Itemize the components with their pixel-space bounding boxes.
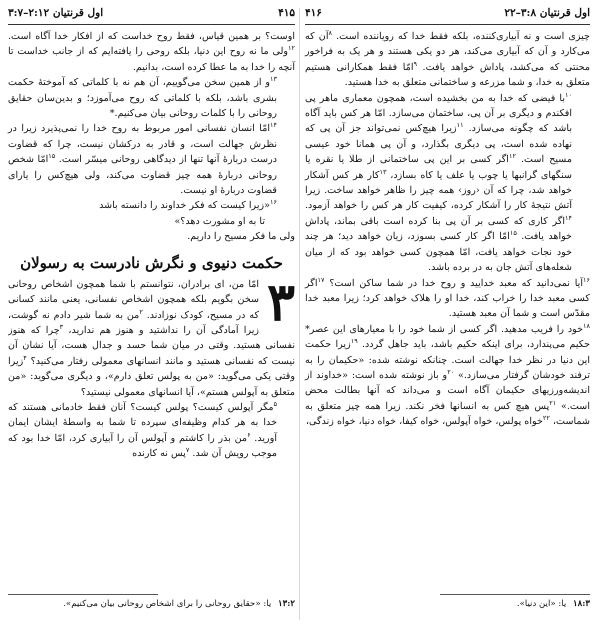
verse-number: ۵ xyxy=(273,399,277,408)
verse-number: ۱۵ xyxy=(509,229,517,238)
right-page-number: ۴۱۶ xyxy=(305,7,322,19)
paragraph: $^۵$مگر آپولس کیست؟ پولس کیست؟ آنان فقط خادمانی هستند که خدا به هر کدام وظیفه‌ای سپرده تا شما به واسطهٔ ایشان ایمان آورید. $^۶$من بذر را کاشتم و آپولس آن را آبیاری کرد، امّا خدا بود که موجب رویش آن شد. $^۷$پس نه کارنده xyxy=(8,399,277,460)
chapter-block xyxy=(8,277,295,400)
left-running-head xyxy=(8,6,295,20)
verse-number: ۱۴ xyxy=(565,213,572,222)
right-footnote-rule xyxy=(440,594,590,595)
footnote-ref: ۱۳:۲ xyxy=(277,599,295,609)
right-header-rule xyxy=(305,24,590,25)
verse-number: ۲ xyxy=(139,307,143,316)
verse-number: ۶ xyxy=(247,430,251,439)
verse-number: ۹ xyxy=(413,59,417,68)
verse-number: ۴ xyxy=(23,353,27,362)
verse-number: ۲۱ xyxy=(549,398,557,407)
footnote-ref: ۱۸:۳ xyxy=(572,599,590,609)
paragraph: $^{۱۸}$خود را فریب مدهید. اگر کسی از شما خود را با معیارهای این عصر* حکیم می‌پندارد، برای اینکه حکیم باشد، باید جاهل گردد. $^{۱۹}$زیرا حکمت این دنیا در نظر خدا جهالت است. چنانکه نوشته شده: «حکیمان را به ترفند خودشان گرفتار می‌سازد.» $^{۲۰}$و باز نوشته شده است: «خداوند از اندیشه‌ورزیهای حکیمان آگاه است و می‌داند که آنها بطالت محض است.» $^{۲۱}$پس هیچ کس به انسانها فخر نکند. زیرا همه چیز متعلق به شماست، $^{۲۲}$خواه پولس، خواه آپولس، خواه کیفا، خواه دنیا، خواه زندگی، xyxy=(305,321,591,428)
verse-number: ۱۰ xyxy=(565,90,572,99)
right-header-title: اول قرنتیان ۳:۸–۲۲ xyxy=(504,7,590,19)
left-header-rule xyxy=(8,24,295,25)
verse-number: ۲۰ xyxy=(447,367,455,376)
paragraph: $^{۱۶}$آیا نمی‌دانید که معبد خدایید و روح خدا در شما ساکن است؟ $^{۱۷}$اگر کسی معبد خدا را خراب کند، خدا او را هلاک خواهد کرد؛ زیرا معبد خدا مقدّس است و شما آن معبد هستید. xyxy=(305,275,590,320)
right-page xyxy=(305,0,590,626)
verse-number: ۱۷ xyxy=(317,275,325,284)
paragraph: $^{۱۰}$با فیضی که خدا به من بخشیده است، همچون معماری ماهر پی افکندم و دیگری بر آن پی، ساختمان می‌سازد. امّا هر کس باید آگاه باشد که چگونه می‌سازد. $^{۱۱}$زیرا هیچ‌کس نمی‌تواند جز آن پی که نهاده شده است، پی دیگری بگذارد، و آن پی همانا خود عیسی مسیح است. $^{۱۲}$اگر کسی بر این پی ساختمانی از طلا یا نقره یا سنگهای گرانبها یا چوب یا علف یا کاه بسازد، $^{۱۳}$کار هر کس آشکار خواهد شد، چرا که آن ‹روز› همه چیز را ظاهر خواهد ساخت. زیرا آتش نتیجهٔ کار را آشکار کرده، کیفیت کار هر کس را خواهد آزمود. $^{۱۴}$اگر کاری که کسی بر آن پی بنا کرده است باقی بماند، پاداش خواهد یافت. $^{۱۵}$امّا اگر کار کسی بسوزد، زیان خواهد دید؛ هر چند خود نجات خواهد یافت، امّا همچون کسی خواهد بود که از میان شعله‌های آتش جان به در برده باشد. xyxy=(305,90,573,274)
quote-line: $^{۱۶}$«زیرا کیست که فکر خداوند را دانسته باشد xyxy=(99,198,277,212)
section-heading: حکمت دنیوی و نگرش نادرست به رسولان xyxy=(20,253,283,272)
left-page-number: ۴۱۵ xyxy=(278,7,295,19)
paragraph: چیزی است و نه آبیاری‌کننده، بلکه فقط خدا که رویاننده است. $^۸$آن که می‌کارد و آن که آبیاری می‌کند، هر دو یکی هستند و هر یک به فراخور محنتی که می‌کشد، پاداش خواهد یافت. $^۹$امّا فقط همکارانی هستیم متعلق به خدا، و شما مزرعه و ساختمانی متعلق به خدا هستید. xyxy=(305,28,590,89)
quote-line: تا به او مشورت دهد؟» xyxy=(174,215,265,227)
verse-number: ۱۹ xyxy=(350,336,358,345)
left-body-text xyxy=(8,29,295,462)
footnote-text: یا: «حقایق روحانی را برای اشخاص روحانی بیان می‌کنیم». xyxy=(63,599,272,609)
verse-number: ۱۶ xyxy=(583,275,590,284)
verse-number: ۱۲ xyxy=(508,152,516,161)
verse-number: ۷ xyxy=(185,445,190,454)
footnote-text: یا: «این دنیا». xyxy=(516,599,567,609)
right-running-head xyxy=(305,6,590,20)
right-footnote xyxy=(305,598,590,610)
verse-number: ۱۴ xyxy=(270,121,277,130)
left-page xyxy=(8,0,295,626)
paragraph: امّا من، ای برادران، نتوانستم با شما همچون اشخاص روحانی سخن بگویم بلکه همچون اشخاص نفسانی، یعنی مانند کسانی که در مسیح، کودک نوزادند. $^۲$من به شما شیر دادم نه گوشت، زیرا آمادگی آن را نداشتید و هنوز هم ندارید، $^۳$چرا که هنوز نفسانی هستید. وقتی در میان شما حسد و جدال هست، آیا نشان آن نیست که نفسانی هستید و مانند انسانهای معمولی رفتار می‌کنید؟ $^۴$زیرا وقتی یکی می‌گوید: «من به پولس تعلق دارم»، و دیگری می‌گوید: «من متعلق به آپولس هستم»، آیا انسانهای معمولی نیستید؟ xyxy=(8,278,295,398)
left-header-title: اول قرنتیان ۲:۱۲–۳:۷ xyxy=(8,7,104,19)
verse-number: ۲۲ xyxy=(542,413,550,422)
verse-number: ۱۲ xyxy=(288,44,295,53)
gutter-rule xyxy=(299,8,300,620)
verse-number: ۱۶ xyxy=(270,198,277,207)
chapter-number: ۳ xyxy=(267,276,295,333)
verse-number: ۱۸ xyxy=(583,321,590,330)
verse-number: ۳ xyxy=(59,322,64,331)
left-footnote xyxy=(8,598,295,610)
paragraph: $^{۱۴}$امّا انسان نفسانی امور مربوط به روح خدا را نمی‌پذیرد زیرا در نظرش جهالت است، و قادر به درکشان نیست، چرا که قضاوت درست دربارهٔ آنها تنها از دیدگاهی روحانی میسّر است. $^{۱۵}$امّا شخص روحانی دربارهٔ همه چیز قضاوت می‌کند، ولی هیچ‌کس را یارای قضاوت دربارهٔ او نیست. xyxy=(8,121,277,197)
paragraph: اوست؟ بر همین قیاس، فقط روح خداست که از افکار خدا آگاه است. $^{۱۲}$ولی ما نه روح این دنیا، بلکه روحی را یافته‌ایم که از جانب خداست تا آنچه را خدا به ما عطا کرده است، بدانیم. xyxy=(8,31,295,73)
verse-number: ۱۵ xyxy=(48,152,56,161)
verse-number: ۱۱ xyxy=(456,121,464,130)
left-footnote-rule xyxy=(8,594,158,595)
quote-line: ولی ما فکر مسیح را داریم. xyxy=(187,231,295,243)
verse-number: ۱۳ xyxy=(270,75,277,84)
verse-number: ۱۳ xyxy=(379,167,387,176)
paragraph: $^{۱۳}$و از همین سخن می‌گوییم، آن هم نه با کلماتی که آموختهٔ حکمت بشری باشد، بلکه با کلماتی که روح می‌آموزد؛ و بدین‌سان حقایق روحانی را با کلمات روحانی بیان می‌کنیم.* xyxy=(8,75,277,120)
verse-number: ۸ xyxy=(328,28,333,37)
right-body-text xyxy=(305,29,590,430)
